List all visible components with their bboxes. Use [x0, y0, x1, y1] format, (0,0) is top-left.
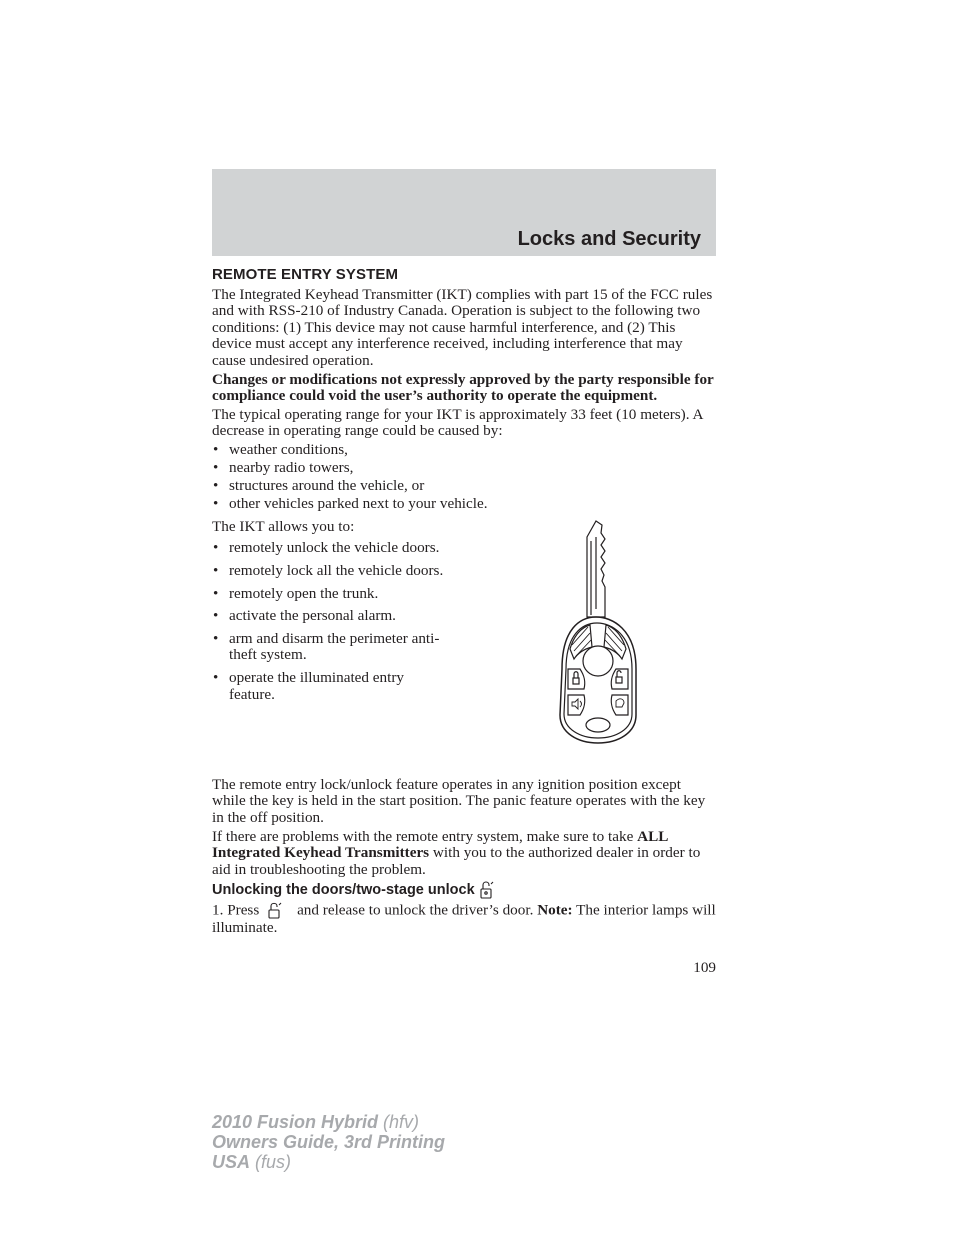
ikt-features-list [212, 540, 452, 703]
ikt-intro: The IKT allows you to: [212, 517, 355, 535]
section-title: Locks and Security [517, 228, 701, 250]
list-item: • remotely open the trunk. [212, 586, 452, 603]
step1-text-end: The interior lamps will illuminate. [212, 901, 716, 937]
modification-warning: Changes or modifications not expressly approved by the party responsible for compliance could void the user’s authority to operate the equipment. [212, 370, 714, 405]
list-item: • operate the illuminated entry feature. [212, 670, 452, 703]
footer-line-1 [212, 1112, 445, 1132]
troubleshoot-text: If there are problems with the remote entry system, make sure to take [212, 827, 638, 845]
keyfob-illustration [550, 519, 646, 749]
list-item: • arm and disarm the perimeter anti-theft system. [212, 631, 452, 664]
footer-line-2: Owners Guide, 3rd Printing [212, 1132, 446, 1152]
unlock-icon [261, 902, 291, 920]
list-item: • nearby radio towers, [212, 460, 716, 477]
footer-line-3 [212, 1152, 445, 1172]
troubleshoot-text-end: with you to the authorized dealer in order to aid in troubleshooting the problem. [212, 844, 701, 878]
footer-region-code: (fus) [250, 1152, 292, 1172]
range-paragraph: The typical operating range for your IKT is approximately 33 feet (10 meters). A decrease in operating range could be caused by: [212, 405, 703, 440]
list-item: • activate the personal alarm. [212, 608, 452, 625]
page-number: 109 [693, 959, 716, 976]
document-footer [212, 1112, 445, 1172]
unlock-icon [479, 880, 495, 900]
page-content [212, 267, 716, 939]
unlocking-heading [212, 880, 716, 900]
note-label: Note: [537, 901, 573, 919]
section-header-band [212, 169, 716, 256]
footer-model-code: (hfv) [378, 1112, 420, 1132]
unlocking-heading-text: Unlocking the doors/two-stage unlock [212, 882, 475, 899]
list-item: • other vehicles parked next to your vehicle. [212, 496, 716, 513]
ikt-section [212, 519, 716, 777]
list-item: • remotely unlock the vehicle doors. [212, 540, 452, 557]
list-item: • structures around the vehicle, or [212, 478, 716, 495]
list-item: • remotely lock all the vehicle doors. [212, 563, 452, 580]
unlock-step-1 [212, 902, 716, 937]
troubleshoot-paragraph [212, 829, 716, 879]
step1-text-mid: and release to unlock the driver’s door. [293, 901, 538, 919]
step1-text: 1. Press [212, 901, 260, 919]
range-causes-list [212, 442, 716, 513]
troubleshoot-bold-text: ALL Integrated Keyhead Transmitters [212, 827, 668, 862]
list-item: • weather conditions, [212, 442, 716, 459]
footer-model: 2010 Fusion Hybrid [212, 1112, 379, 1132]
fcc-paragraph: The Integrated Keyhead Transmitter (IKT) complies with part 15 of the FCC rules and with RSS-210 of Industry Canada. Operation is subject to the following two conditions: (1) This device may not cause harmful interference, and (2) This device must accept any interference received, including interference that may cause undesired operation. [212, 285, 713, 369]
remote-entry-heading: REMOTE ENTRY SYSTEM [212, 266, 399, 283]
ignition-paragraph: The remote entry lock/unlock feature operates in any ignition position except while the key is held in the start position. The panic feature operates with the key in the off position. [212, 775, 706, 826]
footer-region: USA [212, 1152, 251, 1172]
